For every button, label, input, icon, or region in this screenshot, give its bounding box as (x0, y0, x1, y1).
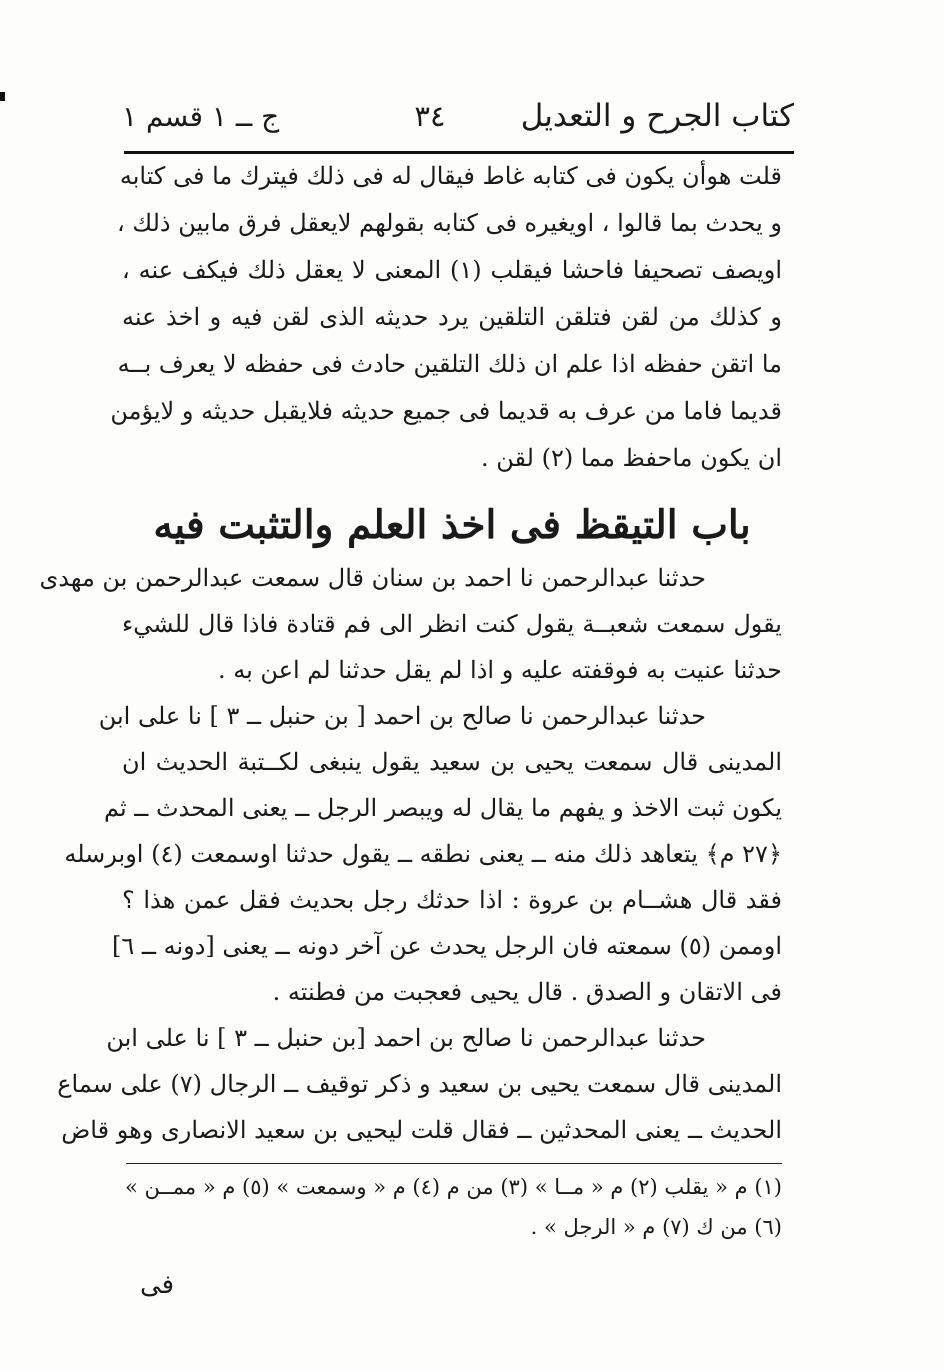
volume-label: ج ــ ١ قسم ١ (122, 99, 280, 133)
text-line: يقول سمعت شعبــة يقول كنت انظر الى فم قتادة فاذا قال للشيء (122, 610, 782, 638)
text-line: ان يكون ماحفظ مما (٢) لقن . (481, 444, 782, 472)
footnote-line: (١) م « يقلب (٢) م « مــا » (٣) من م (٤) م « وسمعت » (٥) م « ممــن » (124, 1175, 782, 1199)
text-line: ﴿٢٧ م﴾ يتعاهد ذلك منه ــ يعنى نطقه ــ يقول حدثنا اوسمعت (٤) اوبرسله (64, 840, 782, 868)
text-line: و يحدث بما قالوا ، اويغيره فى كتابه بقولهم لايعقل فرق مابين ذلك ، (117, 209, 782, 237)
header-rule (124, 151, 794, 154)
text-line: الحديث ــ يعنى المحدثين ــ فقال قلت ليحيى بن سعيد الانصارى وهو قاض (61, 1116, 782, 1144)
text-line: فقد قال هشــام بن عروة : اذا حدثك رجل بحديث فقل عمن هذا ؟ (122, 886, 782, 914)
text-line: المدينى قال سمعت يحيى بن سعيد و ذكر توقيف ــ الرجال (٧) على سماع (57, 1070, 782, 1098)
text-line: و كذلك من لقن فتلقن التلقين يرد حديثه الذى لقن فيه و اخذ عنه (122, 303, 782, 331)
footnote-rule (126, 1163, 782, 1164)
text-line: يكون ثبت الاخذ و يفهم ما يقال له ويبصر الرجل ــ يعنى المحدث ــ ثم (103, 794, 782, 822)
text-line: اوممن (٥) سمعته فان الرجل يحدث عن آخر دونه ــ يعنى [دونه ــ ٦] (112, 932, 782, 960)
text-line: حدثنا عبدالرحمن نا صالح بن احمد [ بن حنبل ــ ٣ ] نا على ابن (98, 702, 706, 730)
page-number: ٣٤ (414, 99, 446, 133)
book-title: كتاب الجرح و التعديل (520, 98, 794, 134)
text-line: اويصف تصحيفا فاحشا فيقلب (١) المعنى لا يعقل ذلك فيكف عنه ، (122, 256, 783, 284)
section-heading: باب التيقظ فى اخذ العلم والتثبت فيه (153, 502, 751, 548)
text-line: قلت هوأن يكون فى كتابه غاط فيقال له فى ذلك فيترك ما فى كتابه (119, 162, 782, 190)
text-line: ما اتقن حفظه اذا علم ان ذلك التلقين حادث فى حفظه لا يعرف بــه (117, 350, 782, 378)
footnote-line: (٦) من ك (٧) م « الرجل » . (530, 1215, 782, 1239)
text-line: فى الاتقان و الصدق . قال يحيى فعجبت من فطنته . (272, 978, 782, 1006)
scan-edge-mark (0, 92, 5, 101)
text-line: قديما فاما من عرف به قديما فى جميع حديثه فلايقبل حديثه و لايؤمن (110, 397, 782, 425)
text-line: المدينى قال سمعت يحيى بن سعيد يقول ينبغى لكــتبة الحديث ان (122, 748, 783, 776)
catchword: فى (140, 1270, 175, 1300)
text-line: حدثنا عبدالرحمن نا احمد بن سنان قال سمعت عبدالرحمن بن مهدى (39, 564, 706, 592)
running-header (122, 88, 794, 144)
text-line: حدثنا عبدالرحمن نا صالح بن احمد [بن حنبل ــ ٣ ] نا على ابن (106, 1024, 706, 1052)
text-line: حدثنا عنيت به فوقفته عليه و اذا لم يقل حدثنا لم اعن به . (217, 656, 782, 684)
